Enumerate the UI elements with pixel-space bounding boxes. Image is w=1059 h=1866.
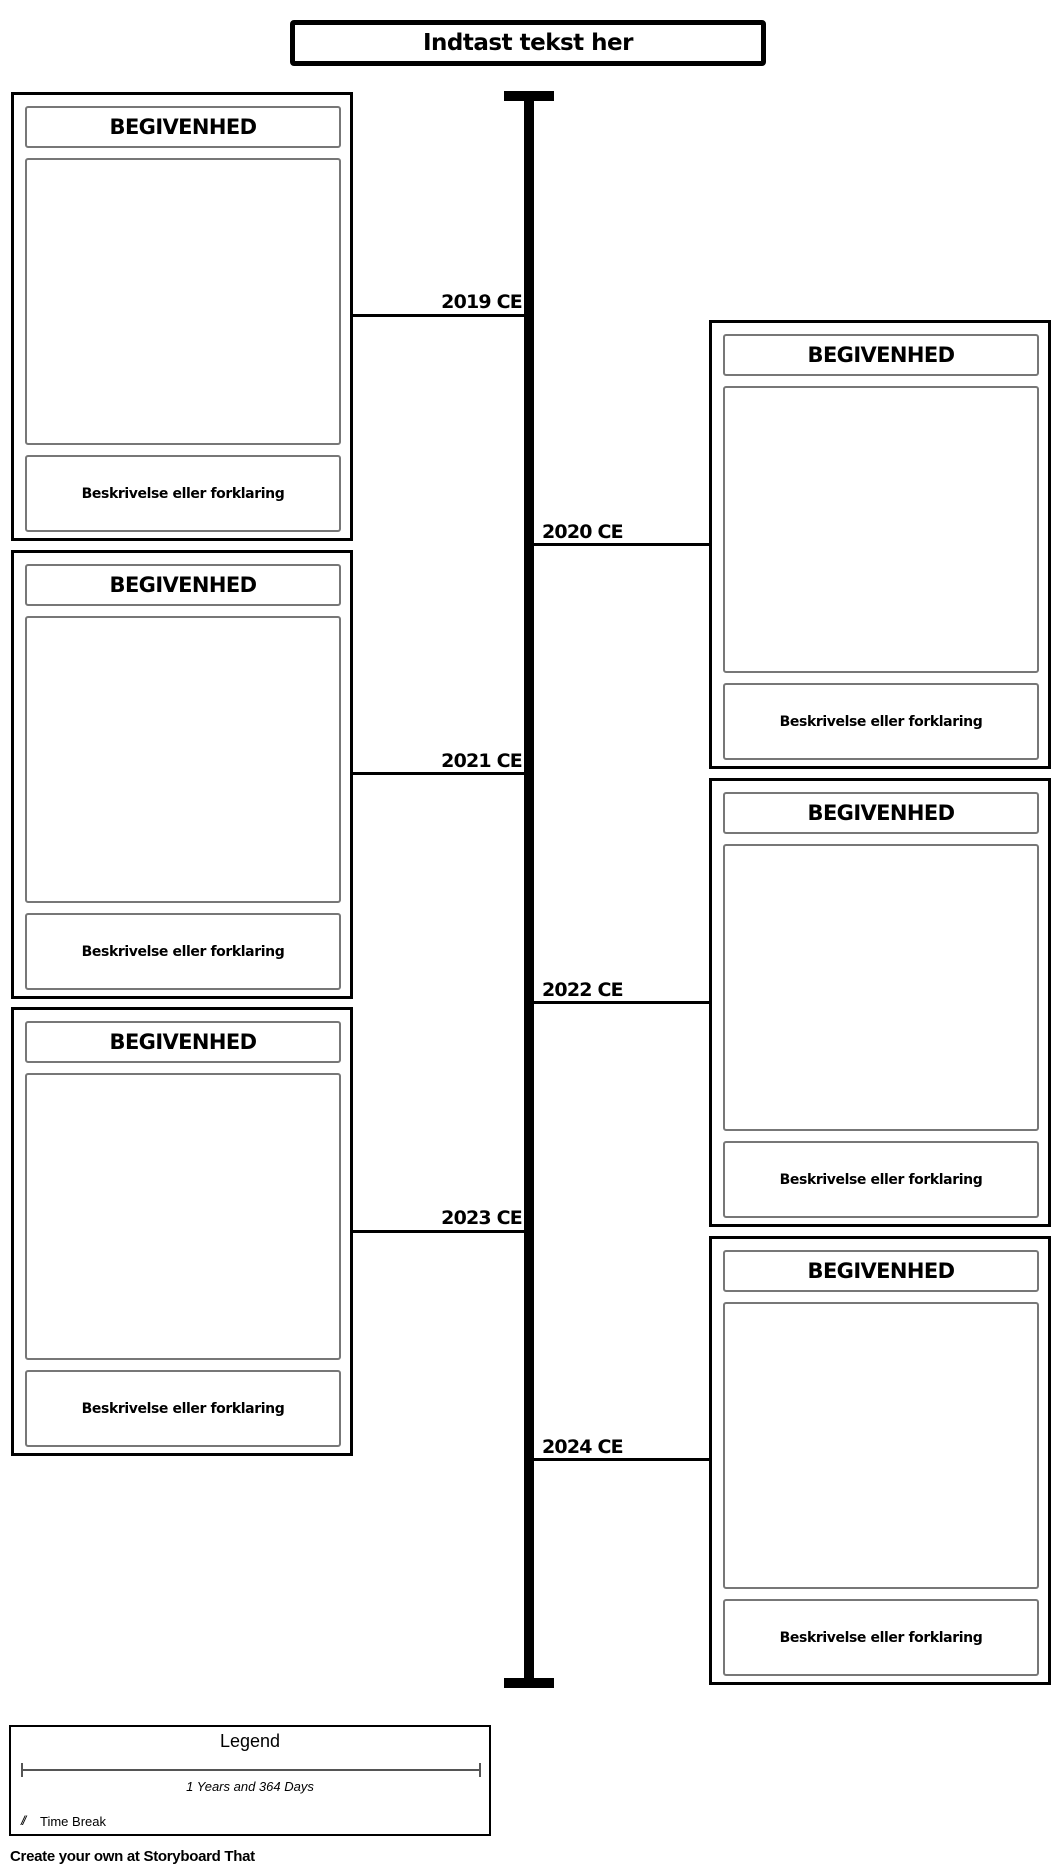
event-year: 2020 CE [542, 521, 623, 543]
event-card [11, 550, 353, 999]
event-image-placeholder[interactable] [25, 1073, 341, 1360]
timeline-axis [524, 95, 534, 1684]
event-card [11, 92, 353, 541]
legend-scale-bar [21, 1769, 481, 1771]
event-description[interactable]: Beskrivelse eller forklaring [723, 683, 1039, 760]
legend-scale-label: 1 Years and 364 Days [186, 1779, 314, 1794]
event-description[interactable]: Beskrivelse eller forklaring [723, 1141, 1039, 1218]
legend-title: Legend [219, 1731, 281, 1751]
event-title[interactable]: BEGIVENHED [25, 564, 341, 606]
event-description[interactable]: Beskrivelse eller forklaring [25, 913, 341, 990]
event-card [709, 1236, 1051, 1685]
event-image-placeholder[interactable] [723, 844, 1039, 1131]
event-description[interactable]: Beskrivelse eller forklaring [25, 1370, 341, 1447]
event-connector [532, 1001, 710, 1004]
event-description[interactable]: Beskrivelse eller forklaring [25, 455, 341, 532]
legend-scale-tick [479, 1763, 481, 1777]
event-title[interactable]: BEGIVENHED [723, 334, 1039, 376]
legend-box [9, 1725, 491, 1836]
timeline-axis-bottom-cap [504, 1678, 554, 1688]
event-year: 2019 CE [441, 291, 522, 313]
event-connector [352, 772, 526, 775]
event-title[interactable]: BEGIVENHED [25, 1021, 341, 1063]
timeline-title[interactable]: Indtast tekst her [290, 20, 766, 66]
event-card [709, 778, 1051, 1227]
event-year: 2021 CE [441, 750, 522, 772]
time-break-label: Time Break [40, 1814, 106, 1829]
event-connector [352, 314, 526, 317]
event-title[interactable]: BEGIVENHED [25, 106, 341, 148]
time-break-icon: // [21, 1813, 25, 1828]
event-description[interactable]: Beskrivelse eller forklaring [723, 1599, 1039, 1676]
event-year: 2023 CE [441, 1207, 522, 1229]
event-year: 2024 CE [542, 1436, 623, 1458]
event-image-placeholder[interactable] [723, 386, 1039, 673]
storyboard-that-link[interactable]: Create your own at Storyboard That [10, 1848, 255, 1865]
event-card [11, 1007, 353, 1456]
event-title[interactable]: BEGIVENHED [723, 1250, 1039, 1292]
event-card [709, 320, 1051, 769]
event-image-placeholder[interactable] [25, 616, 341, 903]
event-image-placeholder[interactable] [723, 1302, 1039, 1589]
event-image-placeholder[interactable] [25, 158, 341, 445]
event-connector [352, 1230, 526, 1233]
event-year: 2022 CE [542, 979, 623, 1001]
event-connector [532, 1458, 710, 1461]
event-title[interactable]: BEGIVENHED [723, 792, 1039, 834]
event-connector [532, 543, 710, 546]
